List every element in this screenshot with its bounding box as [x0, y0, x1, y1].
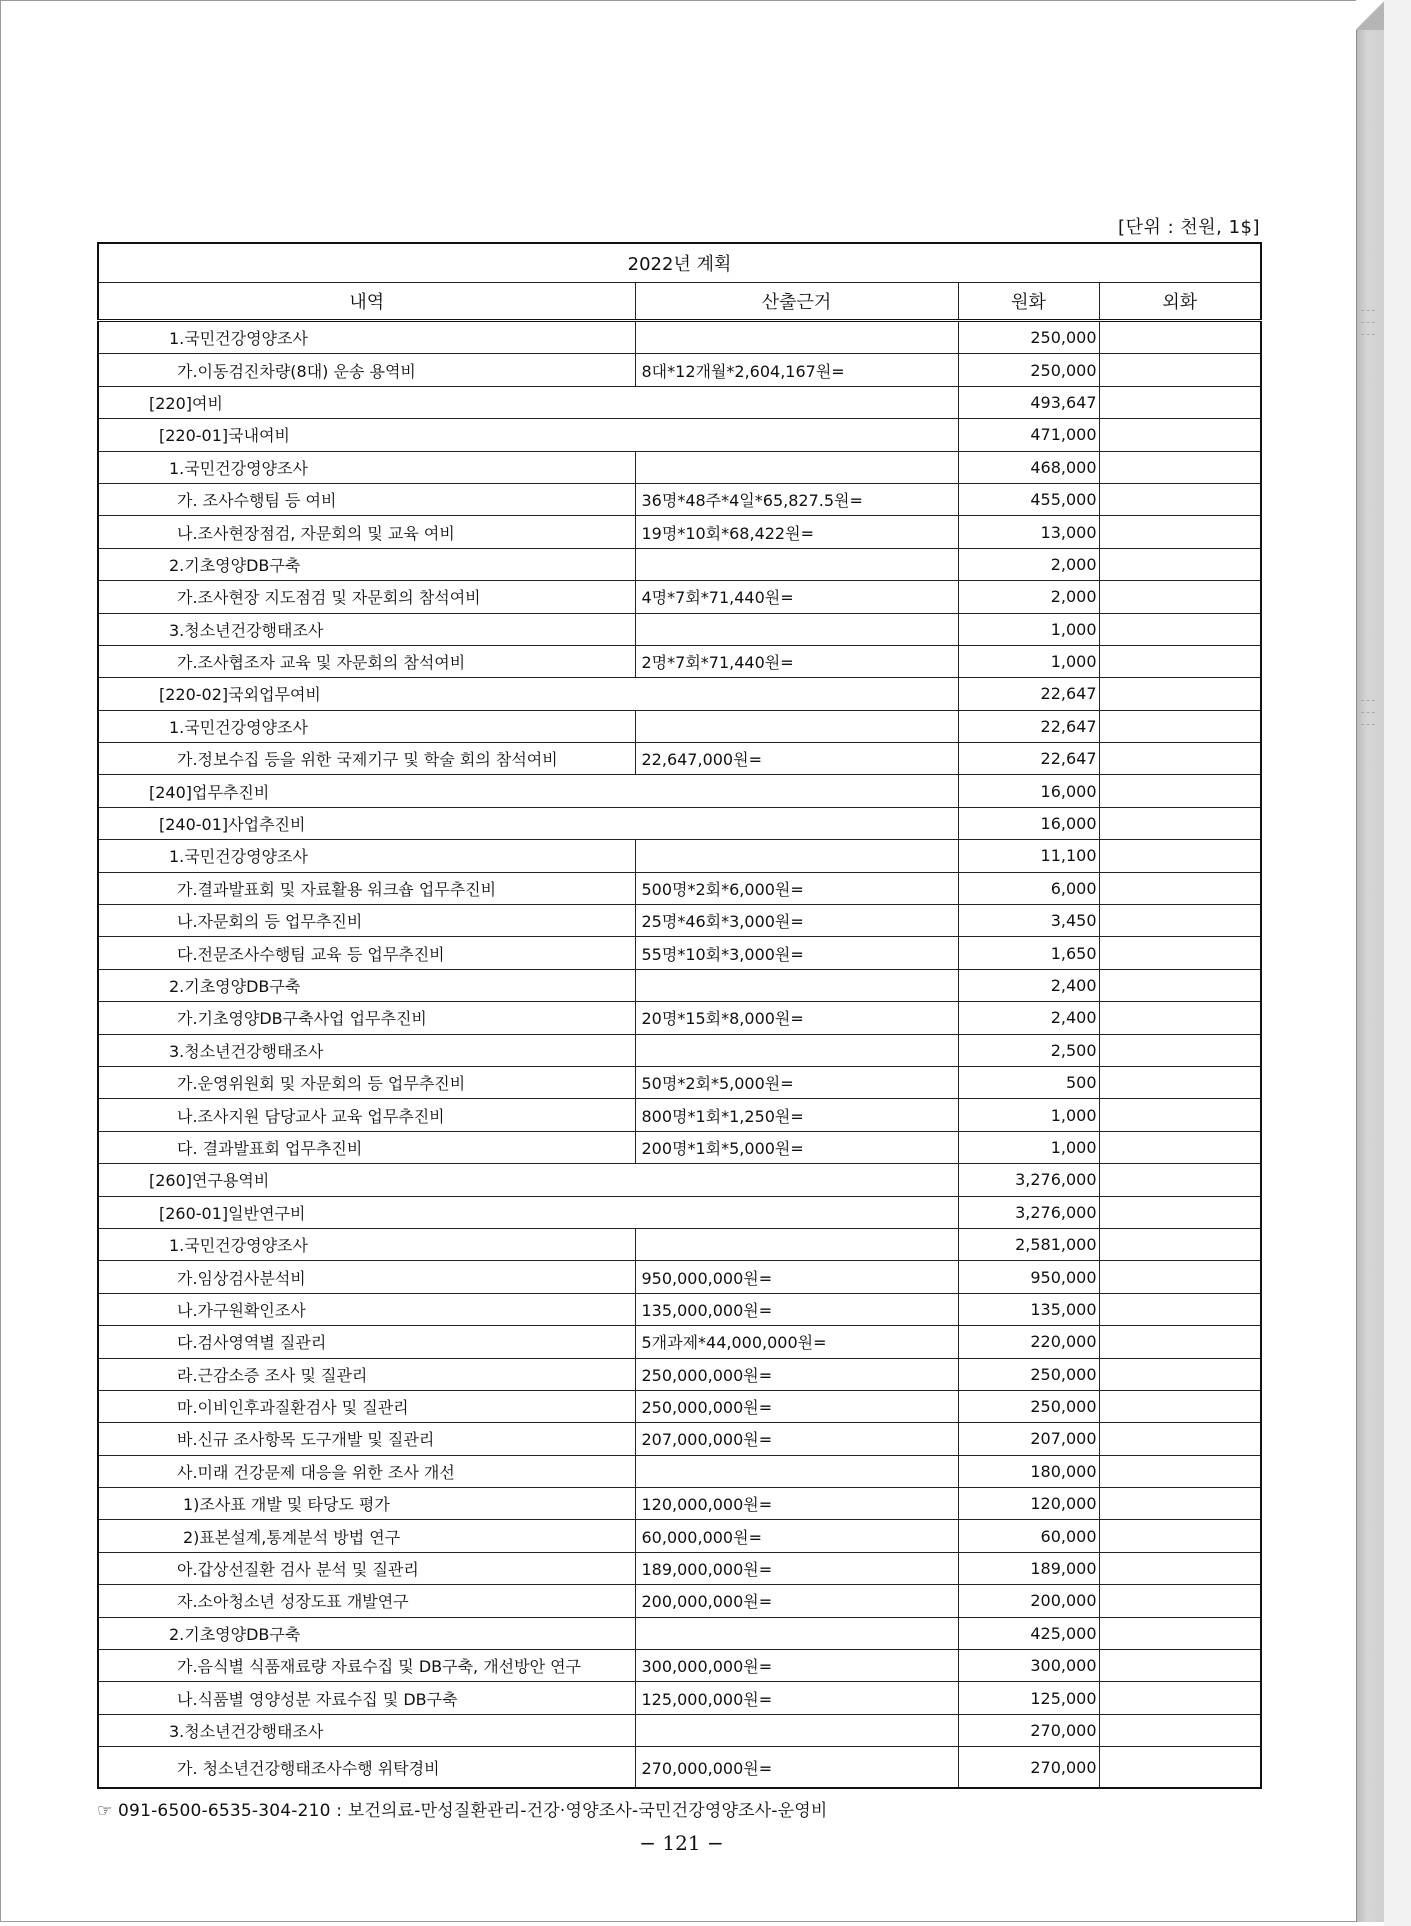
row-item-label: 1.국민건강영양조사 — [98, 840, 635, 872]
row-krw-amount: 300,000 — [958, 1650, 1099, 1682]
row-fx-amount — [1099, 483, 1261, 515]
plan-title: 2022년 계획 — [98, 243, 1261, 283]
table-row — [98, 581, 1261, 613]
row-krw-amount: 1,000 — [958, 613, 1099, 645]
row-fx-amount — [1099, 1520, 1261, 1552]
row-fx-amount — [1099, 1455, 1261, 1487]
row-krw-amount: 6,000 — [958, 872, 1099, 904]
row-item-label: 가.운영위원회 및 자문회의 등 업무추진비 — [98, 1066, 635, 1098]
row-calculation-basis — [635, 548, 958, 580]
row-krw-amount: 2,400 — [958, 969, 1099, 1001]
page-corner-fold — [1356, 0, 1384, 30]
row-fx-amount — [1099, 386, 1261, 418]
row-calculation-basis: 25명*46회*3,000원= — [635, 905, 958, 937]
row-item-label: 1)조사표 개발 및 타당도 평가 — [98, 1488, 635, 1520]
row-krw-amount: 500 — [958, 1066, 1099, 1098]
row-calculation-basis: 120,000,000원= — [635, 1488, 958, 1520]
row-krw-amount: 471,000 — [958, 419, 1099, 451]
row-calculation-basis: 189,000,000원= — [635, 1552, 958, 1584]
table-row — [98, 1714, 1261, 1746]
header-item: 내역 — [98, 283, 635, 321]
row-item-label: 라.근감소증 조사 및 질관리 — [98, 1358, 635, 1390]
row-fx-amount — [1099, 645, 1261, 677]
row-fx-amount — [1099, 516, 1261, 548]
table-row — [98, 678, 1261, 710]
row-item-label: 나.조사현장점검, 자문회의 및 교육 여비 — [98, 516, 635, 548]
row-item-label: 2.기초영양DB구축 — [98, 548, 635, 580]
row-calculation-basis: 200,000,000원= — [635, 1585, 958, 1617]
row-item-label: 아.갑상선질환 검사 분석 및 질관리 — [98, 1552, 635, 1584]
table-row — [98, 1164, 1261, 1196]
row-item-label: 바.신규 조사항목 도구개발 및 질관리 — [98, 1423, 635, 1455]
row-fx-amount — [1099, 354, 1261, 386]
row-item-label: 가. 조사수행팀 등 여비 — [98, 483, 635, 515]
table-row — [98, 872, 1261, 904]
table-row — [98, 1066, 1261, 1098]
row-fx-amount — [1099, 840, 1261, 872]
row-calculation-basis — [635, 1034, 958, 1066]
table-row — [98, 969, 1261, 1001]
table-row — [98, 1488, 1261, 1520]
table-row — [98, 1520, 1261, 1552]
row-calculation-basis — [635, 1228, 958, 1260]
row-item-label: 가.음식별 식품재료량 자료수집 및 DB구축, 개선방안 연구 — [98, 1650, 635, 1682]
row-item-label: 1.국민건강영양조사 — [98, 710, 635, 742]
row-item-label: 3.청소년건강행태조사 — [98, 1034, 635, 1066]
row-item-label: 3.청소년건강행태조사 — [98, 613, 635, 645]
row-krw-amount: 3,276,000 — [958, 1164, 1099, 1196]
row-calculation-basis — [635, 969, 958, 1001]
row-fx-amount — [1099, 743, 1261, 775]
row-fx-amount — [1099, 321, 1261, 354]
row-krw-amount: 2,500 — [958, 1034, 1099, 1066]
budget-table-body — [98, 321, 1261, 1789]
row-fx-amount — [1099, 548, 1261, 580]
row-item-label: 마.이비인후과질환검사 및 질관리 — [98, 1390, 635, 1422]
row-calculation-basis: 250,000,000원= — [635, 1358, 958, 1390]
row-item-label: 다.전문조사수행팀 교육 등 업무추진비 — [98, 937, 635, 969]
row-fx-amount — [1099, 1585, 1261, 1617]
row-calculation-basis: 5개과제*44,000,000원= — [635, 1326, 958, 1358]
row-calculation-basis: 4명*7회*71,440원= — [635, 581, 958, 613]
row-item-label: 1.국민건강영양조사 — [98, 1228, 635, 1260]
row-fx-amount — [1099, 1552, 1261, 1584]
row-krw-amount: 125,000 — [958, 1682, 1099, 1714]
edge-mark — [1361, 724, 1375, 725]
row-calculation-basis: 8대*12개월*2,604,167원= — [635, 354, 958, 386]
row-fx-amount — [1099, 1261, 1261, 1293]
edge-mark — [1361, 700, 1375, 701]
table-row — [98, 743, 1261, 775]
table-row — [98, 937, 1261, 969]
table-row — [98, 321, 1261, 354]
row-krw-amount: 16,000 — [958, 775, 1099, 807]
row-item-label: 가.임상검사분석비 — [98, 1261, 635, 1293]
row-item-label: 나.자문회의 등 업무추진비 — [98, 905, 635, 937]
row-item-label: 나.식품별 영양성분 자료수집 및 DB구축 — [98, 1682, 635, 1714]
table-row — [98, 807, 1261, 839]
row-fx-amount — [1099, 1326, 1261, 1358]
row-krw-amount: 207,000 — [958, 1423, 1099, 1455]
table-row — [98, 1358, 1261, 1390]
row-calculation-basis: 22,647,000원= — [635, 743, 958, 775]
row-item-label: 가.조사현장 지도점검 및 자문회의 참석여비 — [98, 581, 635, 613]
row-krw-amount: 493,647 — [958, 386, 1099, 418]
row-item-label: 가.결과발표회 및 자료활용 워크숍 업무추진비 — [98, 872, 635, 904]
row-krw-amount: 120,000 — [958, 1488, 1099, 1520]
table-row — [98, 1261, 1261, 1293]
row-fx-amount — [1099, 1099, 1261, 1131]
row-calculation-basis: 207,000,000원= — [635, 1423, 958, 1455]
row-fx-amount — [1099, 1164, 1261, 1196]
row-item-label: 나.조사지원 담당교사 교육 업무추진비 — [98, 1099, 635, 1131]
row-item-label: 2.기초영양DB구축 — [98, 969, 635, 1001]
row-item-label: [260-01]일반연구비 — [98, 1196, 958, 1228]
edge-mark — [1361, 334, 1375, 335]
row-item-label: 2)표본설계,통계분석 방법 연구 — [98, 1520, 635, 1552]
row-item-label: 자.소아청소년 성장도표 개발연구 — [98, 1585, 635, 1617]
row-calculation-basis: 60,000,000원= — [635, 1520, 958, 1552]
row-calculation-basis — [635, 840, 958, 872]
row-krw-amount: 468,000 — [958, 451, 1099, 483]
edge-mark — [1361, 712, 1375, 713]
row-item-label: [220]여비 — [98, 386, 958, 418]
row-fx-amount — [1099, 1488, 1261, 1520]
header-basis: 산출근거 — [635, 283, 958, 321]
row-fx-amount — [1099, 1747, 1261, 1789]
table-row — [98, 710, 1261, 742]
row-calculation-basis: 800명*1회*1,250원= — [635, 1099, 958, 1131]
row-item-label: 다.검사영역별 질관리 — [98, 1326, 635, 1358]
row-calculation-basis: 19명*10회*68,422원= — [635, 516, 958, 548]
row-item-label: 1.국민건강영양조사 — [98, 451, 635, 483]
row-krw-amount: 60,000 — [958, 1520, 1099, 1552]
row-item-label: [220-02]국외업무여비 — [98, 678, 958, 710]
row-krw-amount: 270,000 — [958, 1747, 1099, 1789]
table-row — [98, 1617, 1261, 1649]
row-calculation-basis — [635, 1455, 958, 1487]
table-row — [98, 483, 1261, 515]
row-item-label: 가.정보수집 등을 위한 국제기구 및 학술 회의 참석여비 — [98, 743, 635, 775]
row-krw-amount: 250,000 — [958, 354, 1099, 386]
row-krw-amount: 1,000 — [958, 1099, 1099, 1131]
row-krw-amount: 2,000 — [958, 548, 1099, 580]
row-item-label: 사.미래 건강문제 대응을 위한 조사 개선 — [98, 1455, 635, 1487]
row-calculation-basis — [635, 710, 958, 742]
row-krw-amount: 2,400 — [958, 1002, 1099, 1034]
row-krw-amount: 425,000 — [958, 1617, 1099, 1649]
row-item-label: 1.국민건강영양조사 — [98, 321, 635, 354]
row-krw-amount: 3,450 — [958, 905, 1099, 937]
row-krw-amount: 135,000 — [958, 1293, 1099, 1325]
header-row — [98, 283, 1261, 321]
table-row — [98, 1002, 1261, 1034]
table-row — [98, 1131, 1261, 1163]
row-fx-amount — [1099, 1682, 1261, 1714]
row-krw-amount: 22,647 — [958, 678, 1099, 710]
row-calculation-basis: 20명*15회*8,000원= — [635, 1002, 958, 1034]
table-row — [98, 1293, 1261, 1325]
row-krw-amount: 270,000 — [958, 1714, 1099, 1746]
row-calculation-basis: 50명*2회*5,000원= — [635, 1066, 958, 1098]
row-fx-amount — [1099, 807, 1261, 839]
row-calculation-basis: 200명*1회*5,000원= — [635, 1131, 958, 1163]
row-fx-amount — [1099, 419, 1261, 451]
row-krw-amount: 455,000 — [958, 483, 1099, 515]
row-calculation-basis: 250,000,000원= — [635, 1390, 958, 1422]
row-krw-amount: 220,000 — [958, 1326, 1099, 1358]
row-fx-amount — [1099, 1714, 1261, 1746]
row-fx-amount — [1099, 1358, 1261, 1390]
table-row — [98, 1552, 1261, 1584]
table-row — [98, 1034, 1261, 1066]
row-fx-amount — [1099, 1650, 1261, 1682]
table-row — [98, 419, 1261, 451]
table-row — [98, 1747, 1261, 1789]
row-fx-amount — [1099, 1293, 1261, 1325]
row-fx-amount — [1099, 710, 1261, 742]
row-fx-amount — [1099, 937, 1261, 969]
row-krw-amount: 1,000 — [958, 645, 1099, 677]
table-row — [98, 354, 1261, 386]
row-fx-amount — [1099, 1002, 1261, 1034]
row-fx-amount — [1099, 1228, 1261, 1260]
row-calculation-basis: 55명*10회*3,000원= — [635, 937, 958, 969]
row-item-label: 가. 청소년건강행태조사수행 위탁경비 — [98, 1747, 635, 1789]
budget-code-footnote: ☞ 091-6500-6535-304-210 : 보건의료-만성질환관리-건강·영양조사-국민건강영양조사-운영비 — [97, 1801, 828, 1821]
row-krw-amount: 22,647 — [958, 743, 1099, 775]
table-row — [98, 1423, 1261, 1455]
table-row — [98, 1390, 1261, 1422]
table-row — [98, 1196, 1261, 1228]
row-fx-amount — [1099, 1196, 1261, 1228]
row-krw-amount: 1,650 — [958, 937, 1099, 969]
row-fx-amount — [1099, 969, 1261, 1001]
header-krw: 원화 — [958, 283, 1099, 321]
row-fx-amount — [1099, 775, 1261, 807]
row-item-label: [260]연구용역비 — [98, 1164, 958, 1196]
row-krw-amount: 250,000 — [958, 321, 1099, 354]
row-fx-amount — [1099, 1131, 1261, 1163]
row-fx-amount — [1099, 678, 1261, 710]
table-row — [98, 451, 1261, 483]
row-krw-amount: 16,000 — [958, 807, 1099, 839]
edge-mark — [1361, 322, 1375, 323]
row-krw-amount: 2,000 — [958, 581, 1099, 613]
table-row — [98, 1455, 1261, 1487]
row-krw-amount: 189,000 — [958, 1552, 1099, 1584]
row-item-label: 가.조사협조자 교육 및 자문회의 참석여비 — [98, 645, 635, 677]
row-item-label: [220-01]국내여비 — [98, 419, 958, 451]
row-calculation-basis: 135,000,000원= — [635, 1293, 958, 1325]
row-item-label: 가.이동검진차량(8대) 운송 용역비 — [98, 354, 635, 386]
row-fx-amount — [1099, 1617, 1261, 1649]
row-krw-amount: 180,000 — [958, 1455, 1099, 1487]
table-row — [98, 840, 1261, 872]
row-item-label: [240]업무추진비 — [98, 775, 958, 807]
row-krw-amount: 13,000 — [958, 516, 1099, 548]
row-item-label: 나.가구원확인조사 — [98, 1293, 635, 1325]
row-calculation-basis: 36명*48주*4일*65,827.5원= — [635, 483, 958, 515]
row-krw-amount: 250,000 — [958, 1358, 1099, 1390]
table-row — [98, 1228, 1261, 1260]
row-fx-amount — [1099, 905, 1261, 937]
row-fx-amount — [1099, 613, 1261, 645]
row-calculation-basis — [635, 321, 958, 354]
row-calculation-basis: 125,000,000원= — [635, 1682, 958, 1714]
row-calculation-basis: 500명*2회*6,000원= — [635, 872, 958, 904]
row-krw-amount: 22,647 — [958, 710, 1099, 742]
row-calculation-basis: 2명*7회*71,440원= — [635, 645, 958, 677]
row-item-label: 다. 결과발표회 업무추진비 — [98, 1131, 635, 1163]
row-krw-amount: 11,100 — [958, 840, 1099, 872]
row-calculation-basis — [635, 613, 958, 645]
row-fx-amount — [1099, 581, 1261, 613]
page-curl-edge — [1356, 4, 1384, 1922]
row-item-label: 가.기초영양DB구축사업 업무추진비 — [98, 1002, 635, 1034]
row-fx-amount — [1099, 451, 1261, 483]
row-krw-amount: 2,581,000 — [958, 1228, 1099, 1260]
header-fx: 외화 — [1099, 283, 1261, 321]
row-calculation-basis — [635, 451, 958, 483]
row-item-label: [240-01]사업추진비 — [98, 807, 958, 839]
table-row — [98, 516, 1261, 548]
row-fx-amount — [1099, 1066, 1261, 1098]
viewer-background — [1384, 0, 1411, 1926]
row-calculation-basis: 300,000,000원= — [635, 1650, 958, 1682]
table-row — [98, 613, 1261, 645]
row-fx-amount — [1099, 1390, 1261, 1422]
row-calculation-basis — [635, 1714, 958, 1746]
table-row — [98, 1099, 1261, 1131]
table-row — [98, 1682, 1261, 1714]
page-number: − 121 − — [639, 1831, 724, 1855]
row-item-label: 2.기초영양DB구축 — [98, 1617, 635, 1649]
table-row — [98, 645, 1261, 677]
row-calculation-basis — [635, 1617, 958, 1649]
table-row — [98, 1650, 1261, 1682]
row-calculation-basis: 950,000,000원= — [635, 1261, 958, 1293]
row-krw-amount: 3,276,000 — [958, 1196, 1099, 1228]
row-krw-amount: 200,000 — [958, 1585, 1099, 1617]
unit-note: [단위 : 천원, 1$] — [1118, 217, 1260, 238]
edge-mark — [1361, 310, 1375, 311]
row-calculation-basis: 270,000,000원= — [635, 1747, 958, 1789]
row-fx-amount — [1099, 1034, 1261, 1066]
plan-title-row — [98, 243, 1261, 283]
table-row — [98, 386, 1261, 418]
table-row — [98, 775, 1261, 807]
row-krw-amount: 250,000 — [958, 1390, 1099, 1422]
row-item-label: 3.청소년건강행태조사 — [98, 1714, 635, 1746]
row-fx-amount — [1099, 872, 1261, 904]
row-krw-amount: 1,000 — [958, 1131, 1099, 1163]
table-row — [98, 1326, 1261, 1358]
table-row — [98, 1585, 1261, 1617]
budget-table — [97, 242, 1262, 1789]
table-row — [98, 548, 1261, 580]
row-fx-amount — [1099, 1423, 1261, 1455]
row-krw-amount: 950,000 — [958, 1261, 1099, 1293]
table-row — [98, 905, 1261, 937]
